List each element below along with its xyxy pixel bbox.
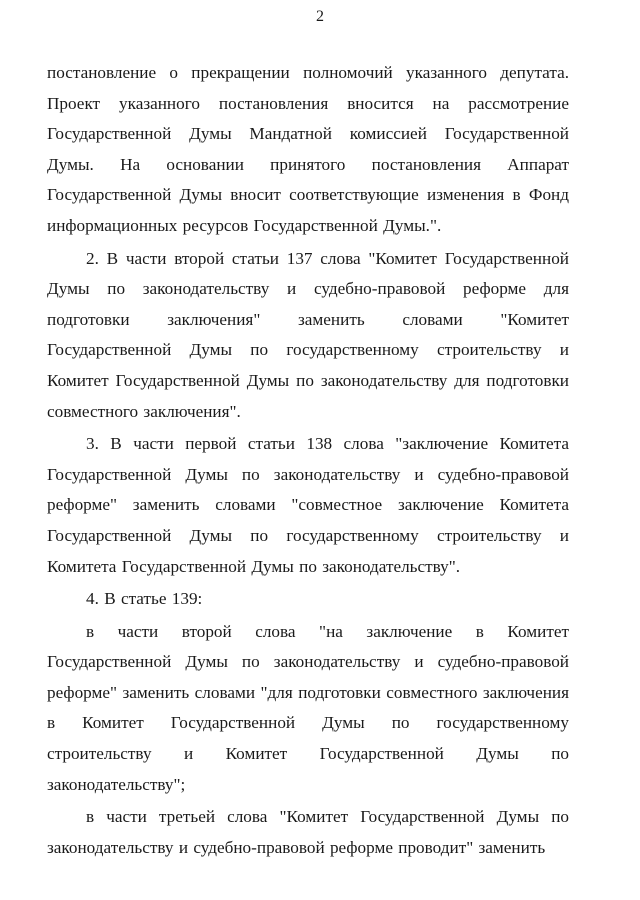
document-body [47,58,569,863]
page-number: 2 [316,8,324,25]
paragraph-item-4: 4. В статье 139: [86,589,203,609]
paragraph-item-3: 3. В части первой статьи 138 слова "заключение Комитета Государственной Думы по законодательству и судебно-правовой реформе" заменить словами "совместное заключение Комитета Государственной Думы по государственному строительству и Комитета Государственной Думы по законодательству". [47,434,569,576]
paragraph-item-2: 2. В части второй статьи 137 слова "Комитет Государственной Думы по законодательству и судебно-правовой реформе для подготовки заключения" заменить словами "Комитет Государственной Думы по государственному строительству и Комитет Государственной Думы по законодательству для подготовки совместного заключения". [47,248,569,421]
paragraph-continuation: постановление о прекращении полномочий указанного депутата. Проект указанного постановления вносится на рассмотрение Государственной Думы Мандатной комиссией Государственной Думы. На основании принятого постановления Аппарат Государственной Думы вносит соответствующие изменения в Фонд информационных ресурсов Государственной Думы.". [47,63,569,235]
paragraph-item-4-part-3: в части третьей слова "Комитет Государственной Думы по законодательству и судебно-правовой реформе проводит" заменить [47,807,569,857]
paragraph-item-4-part-2: в части второй слова "на заключение в Комитет Государственной Думы по законодательству и судебно-правовой реформе" заменить словами "для подготовки совместного заключения в Комитет Государственной Думы по государственному строительству и Комитет Государственной Думы по законодательству"; [47,621,569,794]
